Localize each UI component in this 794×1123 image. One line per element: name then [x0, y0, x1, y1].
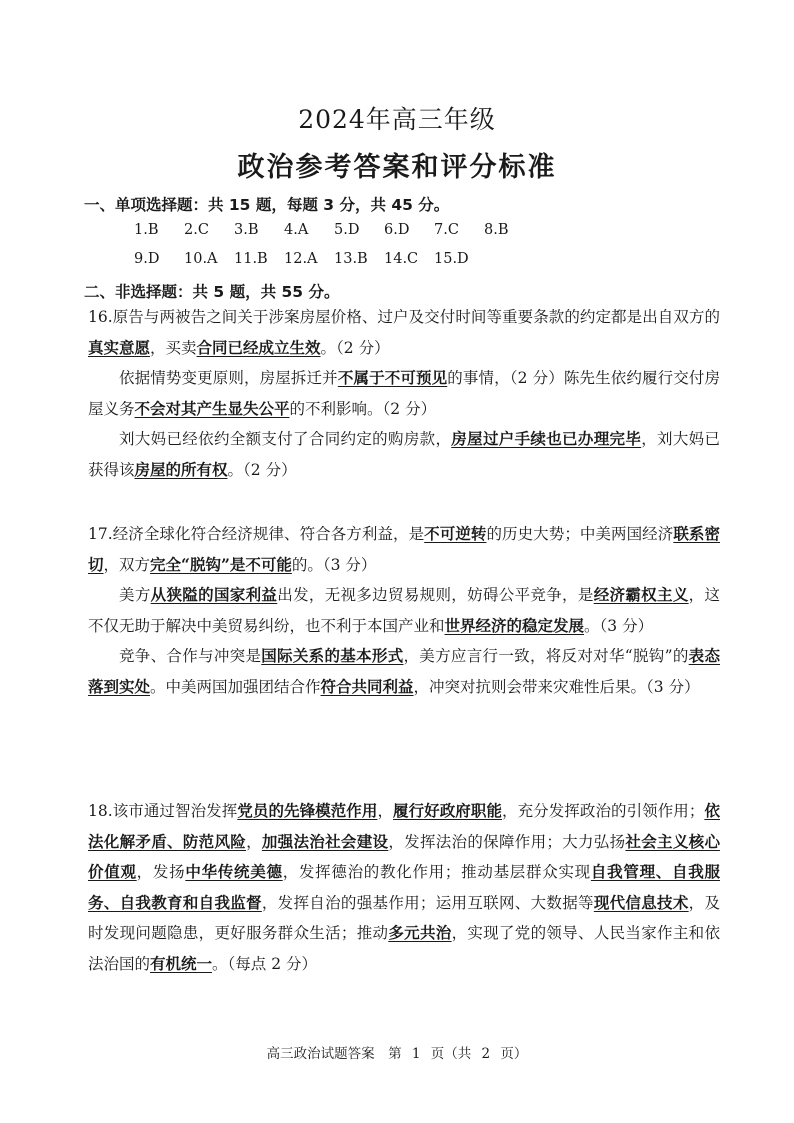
text: 16.原告与两被告之间关于涉案房屋价格、过户及交付时间等重要条款的约定都是出自双方的: [88, 308, 720, 326]
score-note: 。（3 分）: [584, 616, 654, 635]
key-point: 不属于不可预见: [337, 368, 448, 387]
q16-paragraph-3: [88, 424, 720, 485]
answer-item: 2.C: [184, 222, 209, 238]
section2-heading: 二、非选择题：共 5 题，共 55 分。: [84, 283, 340, 301]
text: 的历史大势；中美两国经济: [486, 525, 674, 543]
answer-item: 10.A: [184, 251, 218, 267]
answer-item: 4.A: [284, 222, 309, 238]
key-point: 中华传统美德: [185, 862, 283, 881]
score-note: 。（2 分）: [227, 460, 297, 479]
answer-item: 11.B: [234, 251, 268, 267]
score-note: 的。（3 分）: [291, 555, 377, 574]
text: ，发挥德治的教化作用；推动基层群众实现: [282, 863, 591, 881]
key-point: 联系密切: [88, 524, 720, 574]
key-point: 自我管理、自我服务、自我教育和自我监督: [88, 862, 720, 912]
answer-item: 13.B: [334, 251, 368, 267]
answer-item: 6.D: [384, 222, 410, 238]
text: ，: [246, 832, 262, 851]
q17-paragraph-2: [88, 580, 720, 641]
score-note: 。（每点 2 分）: [212, 954, 317, 973]
key-point: 从狭隘的国家利益: [150, 585, 278, 604]
answer-item: 8.B: [484, 222, 509, 238]
section1-heading: 一、单项选择题：共 15 题，每题 3 分，共 45 分。: [84, 196, 450, 214]
key-point: 多元共治: [388, 923, 452, 942]
key-point: 世界经济的稳定发展: [444, 615, 585, 635]
key-point: 真实意愿: [88, 337, 151, 357]
q16-paragraph-1: [88, 302, 720, 363]
q18-paragraph-1: [88, 796, 720, 979]
text: 18.该市通过智治发挥: [88, 802, 238, 820]
text: 依据情势变更原则，房屋拆迁并: [119, 369, 338, 387]
text: 竞争、合作与冲突是: [119, 647, 262, 665]
text: 17.经济全球化符合经济规律、符合各方利益，是: [88, 525, 425, 543]
text: ，发扬: [136, 863, 186, 881]
page-title-year: 2024年高三年级: [298, 105, 496, 134]
key-point: 房屋过户手续也已办理完毕: [451, 429, 642, 448]
key-point: 表态落到实处: [88, 646, 720, 696]
score-note: 。（2 分）: [320, 338, 390, 357]
question-16: [88, 302, 720, 485]
answer-item: 7.C: [434, 222, 459, 238]
answer-item: 14.C: [384, 251, 419, 267]
answer-row-2: [134, 251, 484, 267]
answer-item: 15.D: [434, 251, 469, 267]
text: 。中美两国加强团结合作: [150, 677, 321, 696]
text: ，这不仅无助于解决中美贸易纠纷，也不利于本国产业和: [88, 586, 720, 635]
text: ，双方: [103, 555, 151, 574]
question-17: [88, 519, 720, 702]
key-point: 社会主义核心价值观: [88, 831, 720, 881]
key-point: 完全“脱钩”是不可能: [150, 554, 292, 574]
key-point: 不会对其产生显失公平: [134, 398, 290, 418]
page-footer: 高三政治试题答案 第 1 页（共 2 页）: [266, 1046, 528, 1062]
q17-paragraph-1: [88, 519, 720, 580]
answer-row-1: [134, 222, 534, 238]
text: ，发挥自治的强基作用；运用互联网、大数据等: [261, 893, 594, 912]
answer-item: 12.A: [284, 251, 318, 267]
text: ，发挥法治的保障作用；大力弘扬: [388, 832, 626, 851]
text: 刘大妈已经依约全额支付了合同约定的购房款，: [119, 430, 452, 448]
key-point: 加强法治社会建设: [261, 831, 389, 851]
answer-item: 9.D: [134, 251, 160, 267]
text: ，实现了党的领导、人民当家作主和依法治国的: [88, 924, 720, 973]
key-point: 履行好政府职能: [393, 801, 503, 820]
key-point: 有机统一: [150, 953, 213, 973]
key-point: 现代信息技术: [593, 892, 689, 912]
key-point: 不可逆转: [424, 524, 487, 543]
key-point: 党员的先锋模范作用: [237, 801, 378, 820]
text: ，及时发现问题隐患，更好服务群众生活；推动: [88, 893, 720, 942]
answer-item: 1.B: [134, 222, 159, 238]
text: 出发，无视多边贸易规则，妨碍公平竞争，是: [277, 586, 594, 604]
score-note: ，冲突对抗则会带来灾难性后果。（3 分）: [413, 677, 700, 696]
key-point: 符合共同利益: [320, 676, 414, 696]
score-note: 的不利影响。（2 分）: [289, 399, 437, 418]
q16-paragraph-2: [88, 363, 720, 424]
key-point: 合同已经成立生效: [196, 337, 321, 357]
page-title-subject: 政治参考答案和评分标准: [237, 152, 557, 183]
text: ，美方应言行一致，将反对对华“脱钩”的: [403, 647, 689, 665]
key-point: 经济霸权主义: [593, 585, 689, 604]
key-point: 国际关系的基本形式: [261, 646, 404, 665]
text: ，充分发挥政治的引领作用；: [502, 802, 705, 820]
text: ，: [377, 802, 394, 820]
question-18: [88, 796, 720, 979]
text: ，买卖: [150, 338, 197, 357]
answer-item: 3.B: [234, 222, 259, 238]
text: 的事情，（2 分）陈先生依约履行交付房屋义务: [88, 369, 720, 418]
q17-paragraph-3: [88, 641, 720, 702]
text: 美方: [119, 586, 151, 604]
key-point: 依法化解矛盾、防范风险: [88, 801, 720, 851]
answer-item: 5.D: [334, 222, 360, 238]
text: ，刘大妈已获得该: [88, 430, 720, 479]
key-point: 房屋的所有权: [134, 459, 228, 479]
